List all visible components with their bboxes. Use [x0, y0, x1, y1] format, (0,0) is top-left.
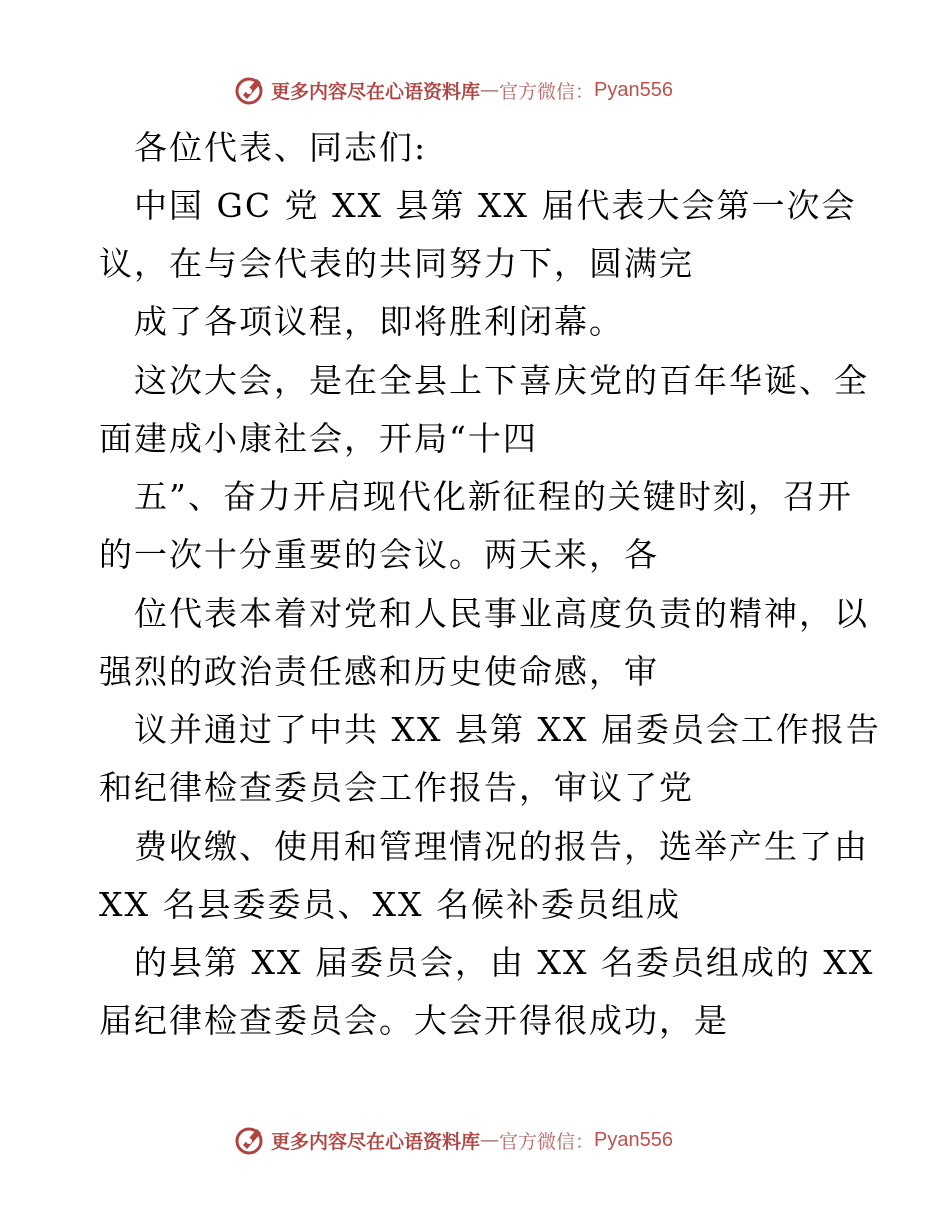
watermark-dash: —	[480, 79, 500, 101]
body-line: 成了各项议程，即将胜利闭幕。	[134, 302, 624, 341]
body-line: 五”、奋力开启现代化新征程的关键时刻，召开	[134, 477, 853, 516]
body-line: 这次大会，是在全县上下喜庆党的百年华诞、全	[134, 361, 869, 400]
watermark-main-text: 更多内容尽在心语资料库	[271, 80, 481, 103]
watermark-sub-text: 官方微信：	[499, 1130, 595, 1153]
body-line: 面建成小康社会，开局“十四	[99, 419, 538, 458]
body-line: 位代表本着对党和人民事业高度负责的精神，以	[134, 594, 869, 633]
body-line: XX 名县委委员、XX 名候补委员组成	[99, 885, 681, 924]
watermark-main-text: 更多内容尽在心语资料库	[271, 1130, 481, 1153]
body-line: 议并通过了中共 XX 县第 XX 届委员会工作报告	[134, 710, 881, 749]
watermark-footer	[233, 1122, 673, 1158]
watermark-header	[233, 72, 673, 108]
body-line: 各位代表、同志们:	[134, 128, 428, 167]
pen-nib-circle-icon	[233, 1123, 267, 1157]
watermark-dash: —	[480, 1129, 500, 1151]
body-line: 的一次十分重要的会议。两天来，各	[99, 535, 659, 574]
watermark-sub-text: 官方微信：	[499, 80, 595, 103]
body-line: 和纪律检查委员会工作报告，审议了党	[99, 768, 694, 807]
body-line: 的县第 XX 届委员会，由 XX 名委员组成的 XX	[134, 943, 875, 982]
watermark-wechat-id: Pyan556	[594, 78, 673, 101]
body-line: 费收缴、使用和管理情况的报告，选举产生了由	[134, 827, 869, 866]
pen-nib-circle-icon	[233, 73, 267, 107]
watermark-wechat-id: Pyan556	[594, 1128, 673, 1151]
body-line: 中国 GC 党 XX 县第 XX 届代表大会第一次会	[134, 186, 857, 225]
body-line: 届纪律检查委员会。大会开得很成功，是	[99, 1001, 729, 1040]
body-line: 强烈的政治责任感和历史使命感，审	[99, 652, 659, 691]
body-line: 议，在与会代表的共同努力下，圆满完	[99, 244, 694, 283]
